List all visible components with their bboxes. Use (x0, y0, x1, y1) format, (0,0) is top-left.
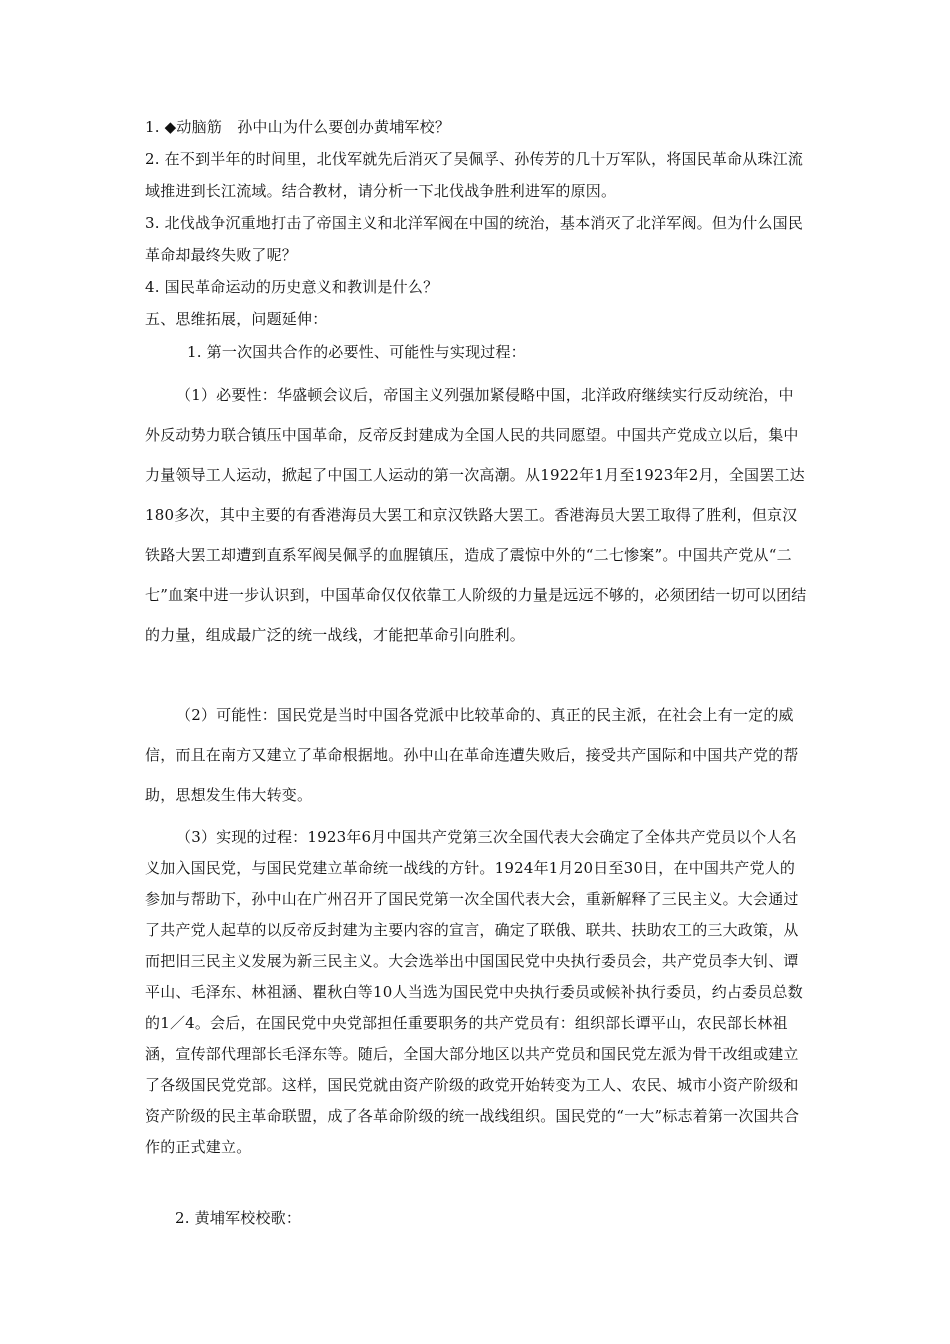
paragraph-process: （3）实现的过程：1923年6月中国共产党第三次全国代表大会确定了全体共产党员以个人名义加入国民党，与国民党建立革命统一战线的方针。1924年1月20日至30日，在中国共产党人的参加与帮助下，孙中山在广州召开了国民党第一次全国代表大会，重新解释了三民主义。大会通过了共产党人起草的以反帝反封建为主要内容的宣言，确定了联俄、联共、扶助农工的三大政策，从而把旧三民主义发展为新三民主义。大会选举出中国国民党中央执行委员会，共产党员李大钊、谭平山、毛泽东、林祖涵、瞿秋白等10人当选为国民党中央执行委员或候补执行委员，约占委员总数的1／4。会后，在国民党中央党部担任重要职务的共产党员有：组织部长谭平山，农民部长林祖涵，宣传部代理部长毛泽东等。随后，全国大部分地区以共产党员和国民党左派为骨干改组或建立了各级国民党党部。这样，国民党就由资产阶级的政党开始转变为工人、农民、城市小资产阶级和资产阶级的民主革命联盟，成了各革命阶级的统一战线组织。国民党的“一大”标志着第一次国共合作的正式建立。 (145, 828, 803, 1156)
section-heading: 五、思维拓展，问题延伸： (145, 310, 328, 328)
question-4: 4. 国民革命运动的历史意义和教训是什么？ (145, 278, 439, 296)
paragraph-possibility: （2）可能性：国民党是当时中国各党派中比较革命的、真正的民主派，在社会上有一定的威信，而且在南方又建立了革命根据地。孙中山在革命连遭失败后，接受共产国际和中国共产党的帮助，思想发生伟大转变。 (145, 706, 799, 804)
question-2: 2. 在不到半年的时间里，北伐军就先后消灭了吴佩孚、孙传芳的几十万军队，将国民革命从珠江流域推进到长江流域。结合教材，请分析一下北伐战争胜利进军的原因。 (145, 150, 804, 200)
item-1-title: 1. 第一次国共合作的必要性、可能性与实现过程： (187, 343, 526, 361)
item-2-title: 2. 黄埔军校校歌： (175, 1209, 302, 1227)
paragraph-necessity: （1）必要性：华盛顿会议后，帝国主义列强加紧侵略中国，北洋政府继续实行反动统治，中外反动势力联合镇压中国革命，反帝反封建成为全国人民的共同愿望。中国共产党成立以后，集中力量领导工人运动，掀起了中国工人运动的第一次高潮。从1922年1月至1923年2月，全国罢工达180多次，其中主要的有香港海员大罢工和京汉铁路大罢工。香港海员大罢工取得了胜利，但京汉铁路大罢工却遭到直系军阀吴佩孚的血腥镇压，造成了震惊中外的“二七惨案”。中国共产党从“二七”血案中进一步认识到，中国革命仅仅依靠工人阶级的力量是远远不够的，必须团结一切可以团结的力量，组成最广泛的统一战线，才能把革命引向胜利。 (145, 386, 807, 644)
question-3: 3. 北伐战争沉重地打击了帝国主义和北洋军阀在中国的统治，基本消灭了北洋军阀。但为什么国民革命却最终失败了呢？ (145, 214, 804, 264)
question-1: 1. ◆动脑筋 孙中山为什么要创办黄埔军校？ (145, 118, 451, 136)
